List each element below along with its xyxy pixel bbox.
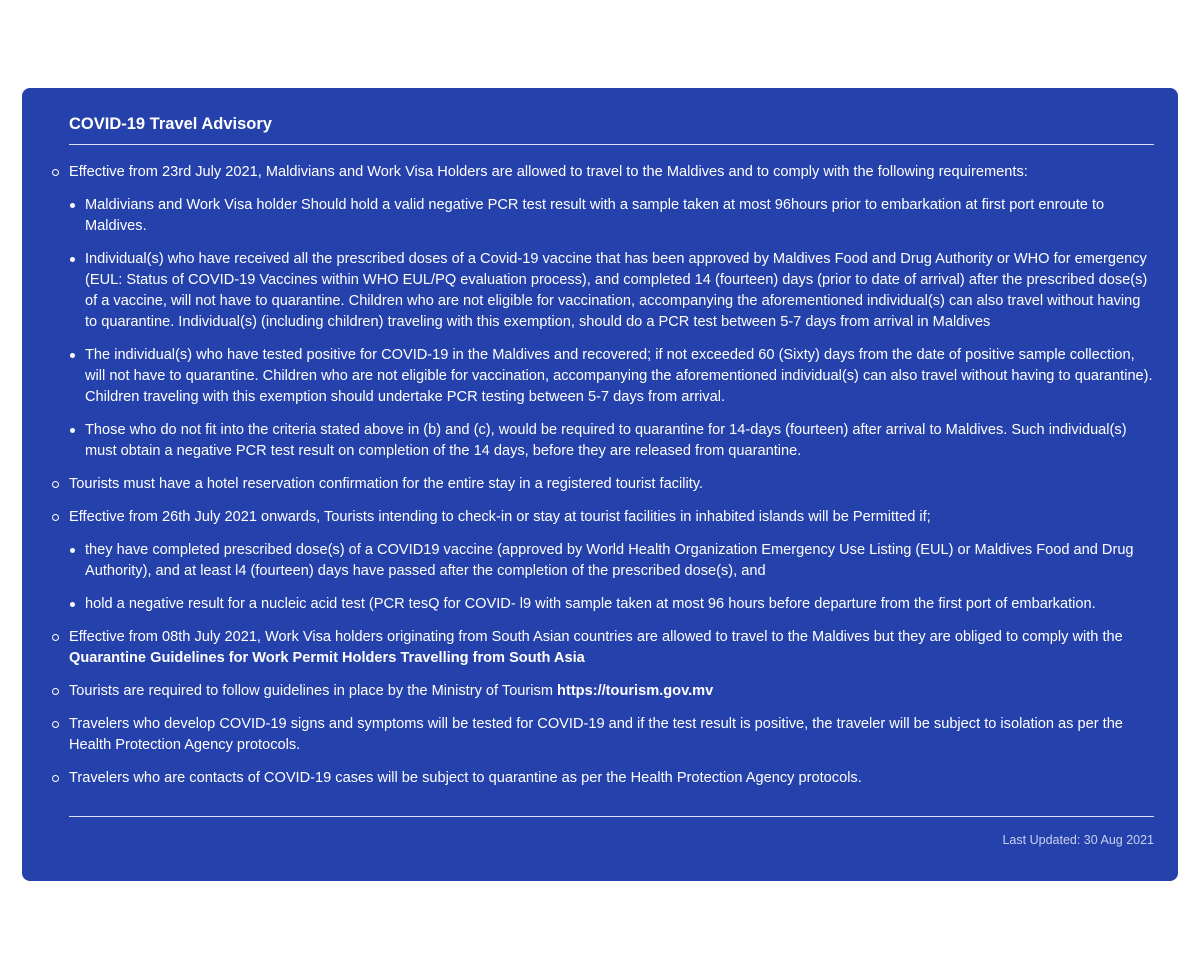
tourism-website-link[interactable]: https://tourism.gov.mv bbox=[557, 683, 714, 699]
list-item bbox=[69, 627, 1154, 669]
sublist-item: they have completed prescribed dose(s) of a COVID19 vaccine (approved by World Health Organization Emergency Use Listing (EUL) or Maldives Food and Drug Authority), and at least l4 (fourteen) days have passed after the completion of the prescribed dose(s), and bbox=[85, 540, 1154, 582]
list-item bbox=[69, 681, 1154, 702]
sublist-item: hold a negative result for a nucleic acid test (PCR tesQ for COVID- l9 with sample taken at most 96 hours before departure from the first port of embarkation. bbox=[85, 594, 1154, 615]
list-item bbox=[69, 714, 1154, 756]
footer-divider bbox=[69, 816, 1154, 817]
list-item bbox=[69, 507, 1154, 528]
sublist-container bbox=[69, 195, 1154, 462]
sublist-item: Maldivians and Work Visa holder Should hold a valid negative PCR test result with a sample taken at most 96hours prior to embarkation at first port enroute to Maldives. bbox=[85, 195, 1154, 237]
sublist-container bbox=[69, 540, 1154, 615]
list-item-text: Tourists are required to follow guidelines in place by the Ministry of Tourism bbox=[69, 683, 553, 699]
list-item-text: Effective from 23rd July 2021, Maldivians and Work Visa Holders are allowed to travel to the Maldives and to comply with the following requirements: bbox=[69, 164, 1028, 180]
advisory-card bbox=[22, 88, 1178, 881]
list-item bbox=[69, 768, 1154, 789]
list-item-text: Effective from 26th July 2021 onwards, Tourists intending to check-in or stay at tourist facilities in inhabited islands will be Permitted if; bbox=[69, 509, 931, 525]
sublist-item: The individual(s) who have tested positive for COVID-19 in the Maldives and recovered; if not exceeded 60 (Sixty) days from the date of positive sample collection, will not have to quarantine. Children who are not eligible for vaccination, accompanying the aforementioned individual(s) can also travel without having to quarantine). Children traveling with this exemption should undertake PCR testing between 5-7 days from arrival. bbox=[85, 345, 1154, 408]
list-item-text: Effective from 08th July 2021, Work Visa holders originating from South Asian countries are allowed to travel to the Maldives but they are obliged to comply with the bbox=[69, 629, 1123, 645]
sublist-item: Those who do not fit into the criteria stated above in (b) and (c), would be required to quarantine for 14-days (fourteen) after arrival to Maldives. Such individual(s) must obtain a negative PCR test result on completion of the 14 days, before they are released from quarantine. bbox=[85, 420, 1154, 462]
list-item-text: Tourists must have a hotel reservation confirmation for the entire stay in a registered tourist facility. bbox=[69, 476, 704, 492]
list-item-text: Travelers who are contacts of COVID-19 cases will be subject to quarantine as per the Health Protection Agency protocols. bbox=[69, 770, 862, 786]
sublist bbox=[85, 540, 1154, 615]
advisory-list bbox=[69, 162, 1154, 789]
title-divider bbox=[69, 144, 1154, 145]
list-item bbox=[69, 162, 1154, 183]
list-item bbox=[69, 474, 1154, 495]
list-item-text: Travelers who develop COVID-19 signs and symptoms will be tested for COVID-19 and if the test result is positive, the traveler will be subject to isolation as per the Health Protection Agency protocols. bbox=[69, 716, 1123, 753]
quarantine-guidelines-link[interactable]: Quarantine Guidelines for Work Permit Holders Travelling from South Asia bbox=[69, 650, 585, 666]
advisory-title: COVID-19 Travel Advisory bbox=[69, 115, 272, 133]
sublist bbox=[85, 195, 1154, 462]
sublist-item: Individual(s) who have received all the prescribed doses of a Covid-19 vaccine that has been approved by Maldives Food and Drug Authority or WHO for emergency (EUL: Status of COVID-19 Vaccines within WHO EUL/PQ evaluation process), and completed 14 (fourteen) days (prior to date of arrival) after the prescribed dose(s) of a vaccine, will not have to quarantine. Children who are not eligible for vaccination, accompanying the aforementioned individual(s) can also travel without having to quarantine. Individual(s) (including children) traveling with this exemption, should do a PCR test between 5-7 days from arrival in Maldives bbox=[85, 249, 1154, 333]
last-updated: Last Updated: 30 Aug 2021 bbox=[1002, 833, 1154, 847]
